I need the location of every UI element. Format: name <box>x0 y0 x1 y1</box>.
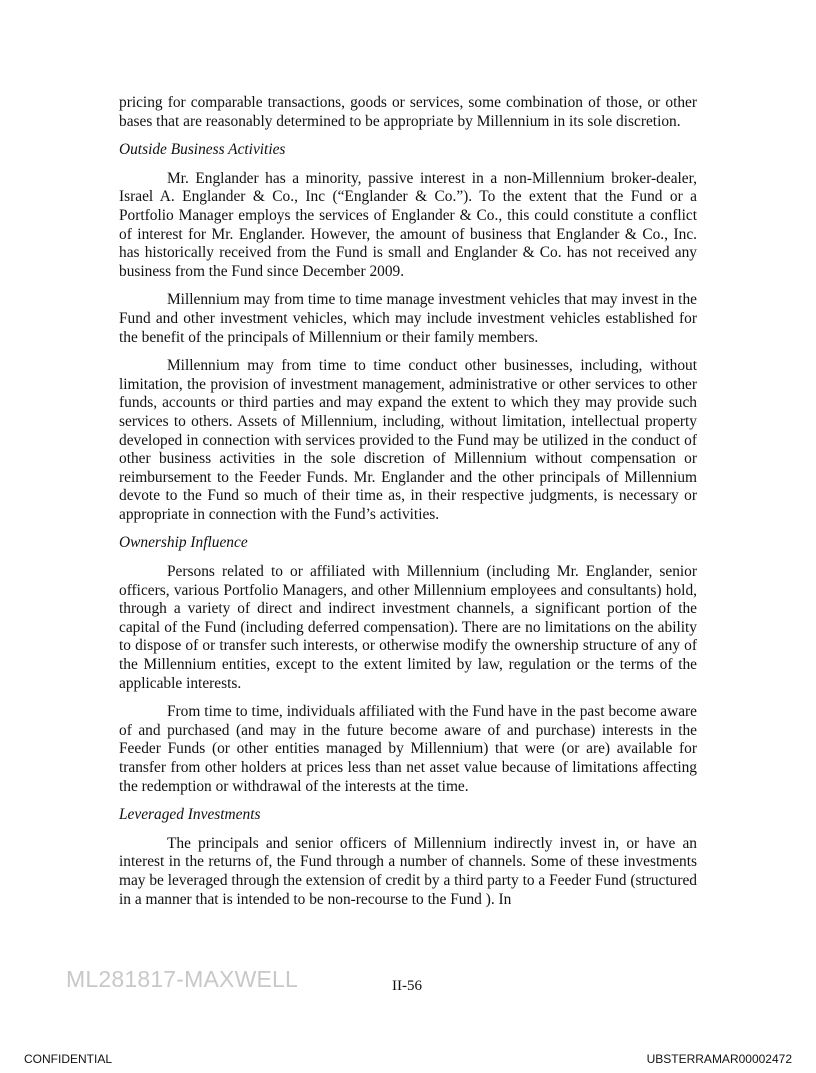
paragraph-englander-interest: Mr. Englander has a minority, passive interest in a non-Millennium broker-dealer, Israel A. Englander & Co., Inc (“Englander & Co.”). To the extent that the Fund or a Portfolio Manager employs the services of Englander & Co., this could constitute a conflict of interest for Mr. Englander. However, the amount of business that Englander & Co., Inc. has historically received from the Fund is small and Englander & Co. has not received any business from the Fund since December 2009. <box>119 169 697 280</box>
paragraph-pricing: pricing for comparable transactions, goods or services, some combination of those, or other bases that are reasonably determined to be appropriate by Millennium in its sole discretion. <box>119 94 697 130</box>
document-body <box>119 94 697 919</box>
confidential-label: CONFIDENTIAL <box>24 1052 113 1066</box>
paragraph-principals-invest: The principals and senior officers of Millennium indirectly invest in, or have an interest in the returns of, the Fund through a number of channels. Some of these investments may be leveraged through the extension of credit by a third party to a Feeder Fund (structured in a manner that is intended to be non-recourse to the Fund ). In <box>119 834 697 908</box>
paragraph-affiliated-persons: Persons related to or affiliated with Millennium (including Mr. Englander, senior officers, various Portfolio Managers, and other Millennium employees and consultants) hold, through a variety of direct and indirect investment channels, a significant portion of the capital of the Fund (including deferred compensation). There are no limitations on the ability to dispose of or transfer such interests, or otherwise modify the ownership structure of any of the Millennium entities, except to the extent limited by law, regulation or the terms of the applicable interests. <box>119 563 697 692</box>
paragraph-interest-purchases: From time to time, individuals affiliated with the Fund have in the past become aware of and purchased (and may in the future become aware of and purchase) interests in the Feeder Funds (or other entities managed by Millennium) that were (or are) available for transfer from other holders at prices less than net asset value because of limitations affecting the redemption or withdrawal of the interests at the time. <box>119 703 697 795</box>
section-heading-leveraged-investments: Leveraged Investments <box>119 806 261 824</box>
page-number: II-56 <box>392 978 422 994</box>
section-heading-outside-business-activities: Outside Business Activities <box>119 141 286 159</box>
section-heading-ownership-influence: Ownership Influence <box>119 534 248 552</box>
paragraph-other-businesses: Millennium may from time to time conduct other businesses, including, without limitation, the provision of investment management, administrative or other services to other funds, accounts or third parties and may expand the extent to which they may provide such services to others. Assets of Millennium, including, without limitation, intellectual property developed in connection with services provided to the Fund may be utilized in the conduct of other business activities in the sole discretion of Millennium without compensation or reimbursement to the Feeder Funds. Mr. Englander and the other principals of Millennium devote to the Fund so much of their time as, in their respective judgments, is necessary or appropriate in connection with the Fund’s activities. <box>119 357 697 523</box>
paragraph-investment-vehicles: Millennium may from time to time manage investment vehicles that may invest in the Fund and other investment vehicles, which may include investment vehicles established for the benefit of the principals of Millennium or their family members. <box>119 291 697 346</box>
bates-number: UBSTERRAMAR00002472 <box>646 1052 792 1066</box>
bates-stamp-overlay: ML281817-MAXWELL <box>66 966 299 992</box>
